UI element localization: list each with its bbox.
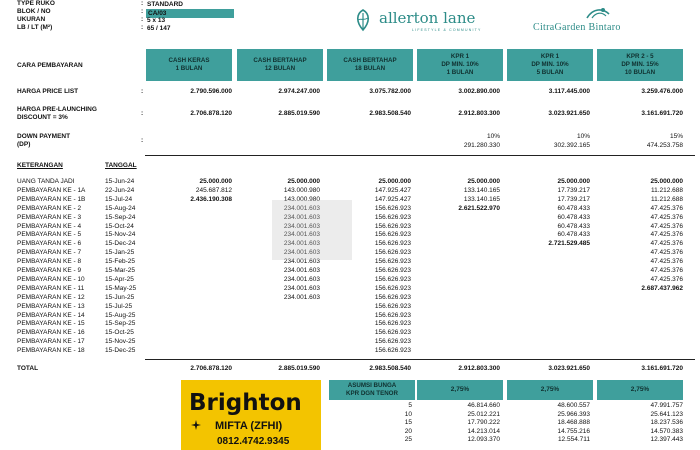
price-list-label: HARGA PRICE LIST <box>17 88 79 95</box>
schedule-value: 143.000.980 <box>283 186 320 194</box>
schedule-date: 15-Oct-25 <box>105 329 134 337</box>
schedule-value: 133.140.165 <box>463 186 500 194</box>
schedule-value: 156.626.923 <box>374 338 411 346</box>
schedule-date: 15-Dec-25 <box>105 347 136 355</box>
divider <box>145 155 695 156</box>
schedule-value: 17.739.217 <box>557 186 590 194</box>
schedule-value: 156.626.923 <box>374 213 411 221</box>
prelaunch-value: 2.983.508.540 <box>369 110 411 117</box>
agent-brand: Brighton <box>189 390 302 416</box>
schedule-label: PEMBAYARAN KE - 18 <box>17 347 85 355</box>
schedule-value: 17.739.217 <box>557 195 590 203</box>
schedule-value: 147.925.427 <box>374 195 411 203</box>
schedule-label: PEMBAYARAN KE - 1B <box>17 195 86 203</box>
payment-method-2 <box>237 49 323 81</box>
kpr-rate: 2,75% <box>507 380 593 400</box>
kpr-installment: 12.093.370 <box>467 436 500 444</box>
schedule-date: 15-Dec-24 <box>105 240 136 248</box>
kpr-installment: 25.012.221 <box>467 410 500 418</box>
prelaunch-label-2: DISCOUNT = 3% <box>17 114 68 121</box>
schedule-value: 143.000.980 <box>283 195 320 203</box>
info-label: UKURAN <box>17 16 46 23</box>
schedule-value: 60.478.433 <box>557 213 590 221</box>
schedule-value: 156.626.923 <box>374 222 411 230</box>
schedule-value: 156.626.923 <box>374 293 411 301</box>
kpr-installment: 25.641.123 <box>650 410 683 418</box>
info-value: 5 x 13 <box>147 17 166 24</box>
price-list-value: 3.075.782.000 <box>369 88 411 95</box>
colon: : <box>141 110 144 117</box>
payment-method-line: 1 BULAN <box>446 69 474 76</box>
colon: : <box>141 8 144 15</box>
kpr-installment: 25.966.393 <box>557 410 590 418</box>
schedule-label: PEMBAYARAN KE - 8 <box>17 258 82 266</box>
schedule-value: 11.212.688 <box>650 195 683 203</box>
schedule-label: PEMBAYARAN KE - 16 <box>17 329 85 337</box>
payment-method-line: DP MIN. 15% <box>621 61 659 68</box>
info-value: STANDARD <box>147 1 183 8</box>
allerton-tagline: LIFESTYLE & COMMUNITY <box>412 28 482 32</box>
kpr-installment: 14.213.014 <box>467 427 500 435</box>
info-label: BLOK / NO <box>17 8 51 15</box>
payment-method-line: KPR 1 <box>450 53 470 60</box>
schedule-value: 234.001.603 <box>283 231 320 239</box>
kpr-tenor: 20 <box>404 427 412 435</box>
schedule-date: 15-Nov-25 <box>105 338 136 346</box>
schedule-value: 156.626.923 <box>374 231 411 239</box>
kpr-installment: 14.570.383 <box>650 427 683 435</box>
schedule-value: 234.001.603 <box>283 275 320 283</box>
kpr-installment: 14.755.216 <box>557 427 590 435</box>
schedule-label: PEMBAYARAN KE - 7 <box>17 249 82 257</box>
total-value: 2.912.803.300 <box>458 365 500 372</box>
prelaunch-value: 2.912.803.300 <box>458 110 500 117</box>
kpr-tenor: 5 <box>408 402 412 409</box>
kpr-installment: 47.991.757 <box>650 402 683 409</box>
kpr-rate: 2,75% <box>417 380 503 400</box>
dp-percent-value: 10% <box>576 133 590 140</box>
schedule-value: 156.626.923 <box>374 267 411 274</box>
schedule-date: 15-May-25 <box>105 284 137 292</box>
agent-phone: 0812.4742.9345 <box>217 436 290 447</box>
payment-method-1 <box>146 49 232 81</box>
schedule-date: 15-Jun-25 <box>105 293 135 301</box>
schedule-value: 2.721.529.485 <box>548 240 590 248</box>
schedule-value: 234.001.603 <box>283 284 320 292</box>
allerton-name: allerton lane <box>379 9 476 27</box>
payment-method-line: 5 BULAN <box>536 69 564 76</box>
schedule-date: 15-Jan-25 <box>105 249 135 257</box>
total-value: 3.023.921.650 <box>548 365 590 372</box>
schedule-label: PEMBAYARAN KE - 2 <box>17 204 82 212</box>
schedule-value: 234.001.603 <box>283 240 320 248</box>
schedule-value: 234.001.603 <box>283 249 320 257</box>
schedule-value: 156.626.923 <box>374 302 411 310</box>
schedule-value: 47.425.376 <box>650 204 683 212</box>
total-label: TOTAL <box>17 365 39 372</box>
payment-method-line: 18 BULAN <box>354 65 386 72</box>
schedule-value: 245.687.812 <box>195 186 232 194</box>
payment-method-line: DP MIN. 10% <box>531 61 569 68</box>
payment-method-6 <box>597 49 683 81</box>
agent-person: MIFTA (ZFHI) <box>215 420 283 432</box>
schedule-date: 15-Jul-25 <box>105 302 133 310</box>
payment-method-3 <box>327 49 413 81</box>
prelaunch-value: 2.885.019.590 <box>278 110 320 117</box>
schedule-value: 60.478.433 <box>557 222 590 230</box>
citragarden-logo <box>533 6 693 38</box>
kpr-rate: 2,75% <box>597 380 683 400</box>
schedule-value: 156.626.923 <box>374 329 411 337</box>
payment-method-5 <box>507 49 593 81</box>
watermark-blur <box>272 200 352 260</box>
info-value: 65 / 147 <box>147 25 171 32</box>
schedule-date: 15-Feb-25 <box>105 258 135 266</box>
payment-method-line: CASH BERTAHAP <box>343 57 397 64</box>
schedule-value: 234.001.603 <box>283 258 320 266</box>
payment-method-line: 12 BULAN <box>264 65 296 72</box>
kpr-tenor: 25 <box>404 436 412 444</box>
schedule-value: 11.212.688 <box>650 186 683 194</box>
kpr-installment: 17.790.222 <box>467 419 500 427</box>
schedule-label: PEMBAYARAN KE - 9 <box>17 267 82 274</box>
price-list-value: 3.002.890.000 <box>458 88 500 95</box>
schedule-date: 22-Jun-24 <box>105 186 135 194</box>
schedule-date: 15-Sep-25 <box>105 320 136 328</box>
schedule-value: 47.425.376 <box>650 222 683 230</box>
schedule-value: 234.001.603 <box>283 222 320 230</box>
schedule-label: PEMBAYARAN KE - 6 <box>17 240 82 248</box>
schedule-date: 15-Aug-24 <box>105 204 136 212</box>
payment-method-line: KPR 2 - 5 <box>626 53 654 60</box>
kpr-installment: 18.468.888 <box>557 419 590 427</box>
schedule-label: PEMBAYARAN KE - 1A <box>17 186 86 194</box>
total-value: 2.983.508.540 <box>369 365 411 372</box>
schedule-value: 133.140.165 <box>463 195 500 203</box>
schedule-date: 15-Jun-24 <box>105 178 135 185</box>
schedule-value: 2.436.190.308 <box>190 195 232 203</box>
price-list-value: 2.790.596.000 <box>190 88 232 95</box>
total-value: 3.161.691.720 <box>641 365 683 372</box>
schedule-label: UANG TANDA JADI <box>17 178 75 185</box>
schedule-value: 234.001.603 <box>283 213 320 221</box>
schedule-value: 25.000.000 <box>467 178 500 185</box>
price-list-value: 2.974.247.000 <box>278 88 320 95</box>
schedule-label: PEMBAYARAN KE - 3 <box>17 213 82 221</box>
schedule-value: 156.626.923 <box>374 240 411 248</box>
tanggal-header: TANGGAL <box>105 162 137 169</box>
dp-label-1: DOWN PAYMENT <box>17 133 71 140</box>
schedule-value: 47.425.376 <box>650 213 683 221</box>
schedule-label: PEMBAYARAN KE - 14 <box>17 311 85 319</box>
payment-method-line: CASH BERTAHAP <box>253 57 307 64</box>
payment-method-line: CASH KERAS <box>168 57 210 64</box>
schedule-value: 25.000.000 <box>378 178 411 185</box>
prelaunch-value: 2.706.878.120 <box>190 110 232 117</box>
prelaunch-label-1: HARGA PRE-LAUNCHING <box>17 106 97 113</box>
price-list-value: 3.117.445.000 <box>548 88 590 95</box>
keterangan-header: KETERANGAN <box>17 162 63 169</box>
schedule-value: 2.621.522.970 <box>458 204 500 212</box>
kpr-header-line-2: KPR DGN TENOR <box>346 390 398 397</box>
dp-percent-value: 15% <box>669 133 683 140</box>
schedule-date: 15-Nov-24 <box>105 231 136 239</box>
kpr-assumption-header <box>329 380 415 400</box>
schedule-date: 15-Sep-24 <box>105 213 136 221</box>
kpr-installment: 46.814.660 <box>467 402 500 409</box>
schedule-value: 147.925.427 <box>374 186 411 194</box>
dp-percent-value: 10% <box>486 133 500 140</box>
schedule-value: 47.425.376 <box>650 267 683 274</box>
colon: : <box>141 16 144 23</box>
schedule-value: 234.001.603 <box>283 204 320 212</box>
kpr-tenor: 10 <box>404 410 412 418</box>
schedule-label: PEMBAYARAN KE - 5 <box>17 231 82 239</box>
sparkle-icon <box>191 420 201 430</box>
schedule-value: 156.626.923 <box>374 275 411 283</box>
schedule-label: PEMBAYARAN KE - 10 <box>17 275 85 283</box>
schedule-value: 156.626.923 <box>374 258 411 266</box>
kpr-installment: 12.397.443 <box>650 436 683 444</box>
schedule-value: 156.626.923 <box>374 311 411 319</box>
schedule-value: 156.626.923 <box>374 347 411 355</box>
schedule-date: 15-Oct-24 <box>105 222 134 230</box>
kpr-header-line-1: ASUMSI BUNGA <box>347 382 397 389</box>
info-label: LB / LT (M²) <box>17 24 53 31</box>
schedule-value: 47.425.376 <box>650 258 683 266</box>
schedule-value: 25.000.000 <box>287 178 320 185</box>
schedule-label: PEMBAYARAN KE - 17 <box>17 338 85 346</box>
schedule-label: PEMBAYARAN KE - 11 <box>17 284 85 292</box>
kpr-installment: 12.554.711 <box>557 436 590 444</box>
schedule-date: 15-Apr-25 <box>105 275 134 283</box>
divider <box>145 359 695 360</box>
payment-method-line: DP MIN. 10% <box>441 61 479 68</box>
schedule-value: 234.001.603 <box>283 267 320 274</box>
schedule-value: 60.478.433 <box>557 204 590 212</box>
schedule-value: 60.478.433 <box>557 231 590 239</box>
schedule-value: 47.425.376 <box>650 240 683 248</box>
prelaunch-value: 3.023.921.650 <box>548 110 590 117</box>
kpr-installment: 18.237.536 <box>650 419 683 427</box>
allerton-lane-logo <box>352 6 512 38</box>
dp-amount-value: 291.280.330 <box>463 142 500 149</box>
schedule-date: 15-Aug-25 <box>105 311 136 319</box>
dp-amount-value: 474.253.758 <box>646 142 683 149</box>
total-value: 2.706.878.120 <box>190 365 232 372</box>
payment-method-label: CARA PEMBAYARAN <box>17 62 83 69</box>
citragarden-name: CitraGarden Bintaro <box>533 22 621 33</box>
schedule-value: 47.425.376 <box>650 249 683 257</box>
schedule-value: 156.626.923 <box>374 249 411 257</box>
price-list-value: 3.259.476.000 <box>641 88 683 95</box>
schedule-label: PEMBAYARAN KE - 12 <box>17 293 85 301</box>
schedule-value: 156.626.923 <box>374 284 411 292</box>
payment-method-line: 1 BULAN <box>175 65 203 72</box>
payment-method-line: 10 BULAN <box>624 69 656 76</box>
citragarden-emblem-icon <box>585 6 611 20</box>
schedule-value: 156.626.923 <box>374 320 411 328</box>
colon: : <box>141 24 144 31</box>
colon: : <box>141 137 144 144</box>
dp-label-2: (DP) <box>17 141 31 148</box>
payment-method-line: KPR 1 <box>540 53 560 60</box>
schedule-value: 234.001.603 <box>283 293 320 301</box>
schedule-date: 15-Mar-25 <box>105 267 135 274</box>
colon: : <box>141 0 144 7</box>
info-label: TYPE RUKO <box>17 0 55 7</box>
schedule-value: 156.626.923 <box>374 204 411 212</box>
allerton-leaf-icon <box>352 8 374 32</box>
schedule-label: PEMBAYARAN KE - 13 <box>17 302 85 310</box>
schedule-value: 25.000.000 <box>650 178 683 185</box>
schedule-value: 25.000.000 <box>557 178 590 185</box>
agent-banner <box>181 380 321 450</box>
schedule-value: 2.687.437.962 <box>641 284 683 292</box>
total-value: 2.885.019.590 <box>278 365 320 372</box>
schedule-value: 47.425.376 <box>650 275 683 283</box>
schedule-label: PEMBAYARAN KE - 15 <box>17 320 85 328</box>
schedule-value: 25.000.000 <box>199 178 232 185</box>
schedule-date: 15-Jul-24 <box>105 195 133 203</box>
kpr-installment: 48.600.557 <box>557 402 590 409</box>
dp-amount-value: 302.392.165 <box>553 142 590 149</box>
prelaunch-value: 3.161.691.720 <box>641 110 683 117</box>
kpr-tenor: 15 <box>404 419 412 427</box>
schedule-label: PEMBAYARAN KE - 4 <box>17 222 82 230</box>
colon: : <box>141 88 144 95</box>
payment-method-4 <box>417 49 503 81</box>
info-value: CA/03 <box>146 9 234 18</box>
schedule-value: 47.425.376 <box>650 231 683 239</box>
